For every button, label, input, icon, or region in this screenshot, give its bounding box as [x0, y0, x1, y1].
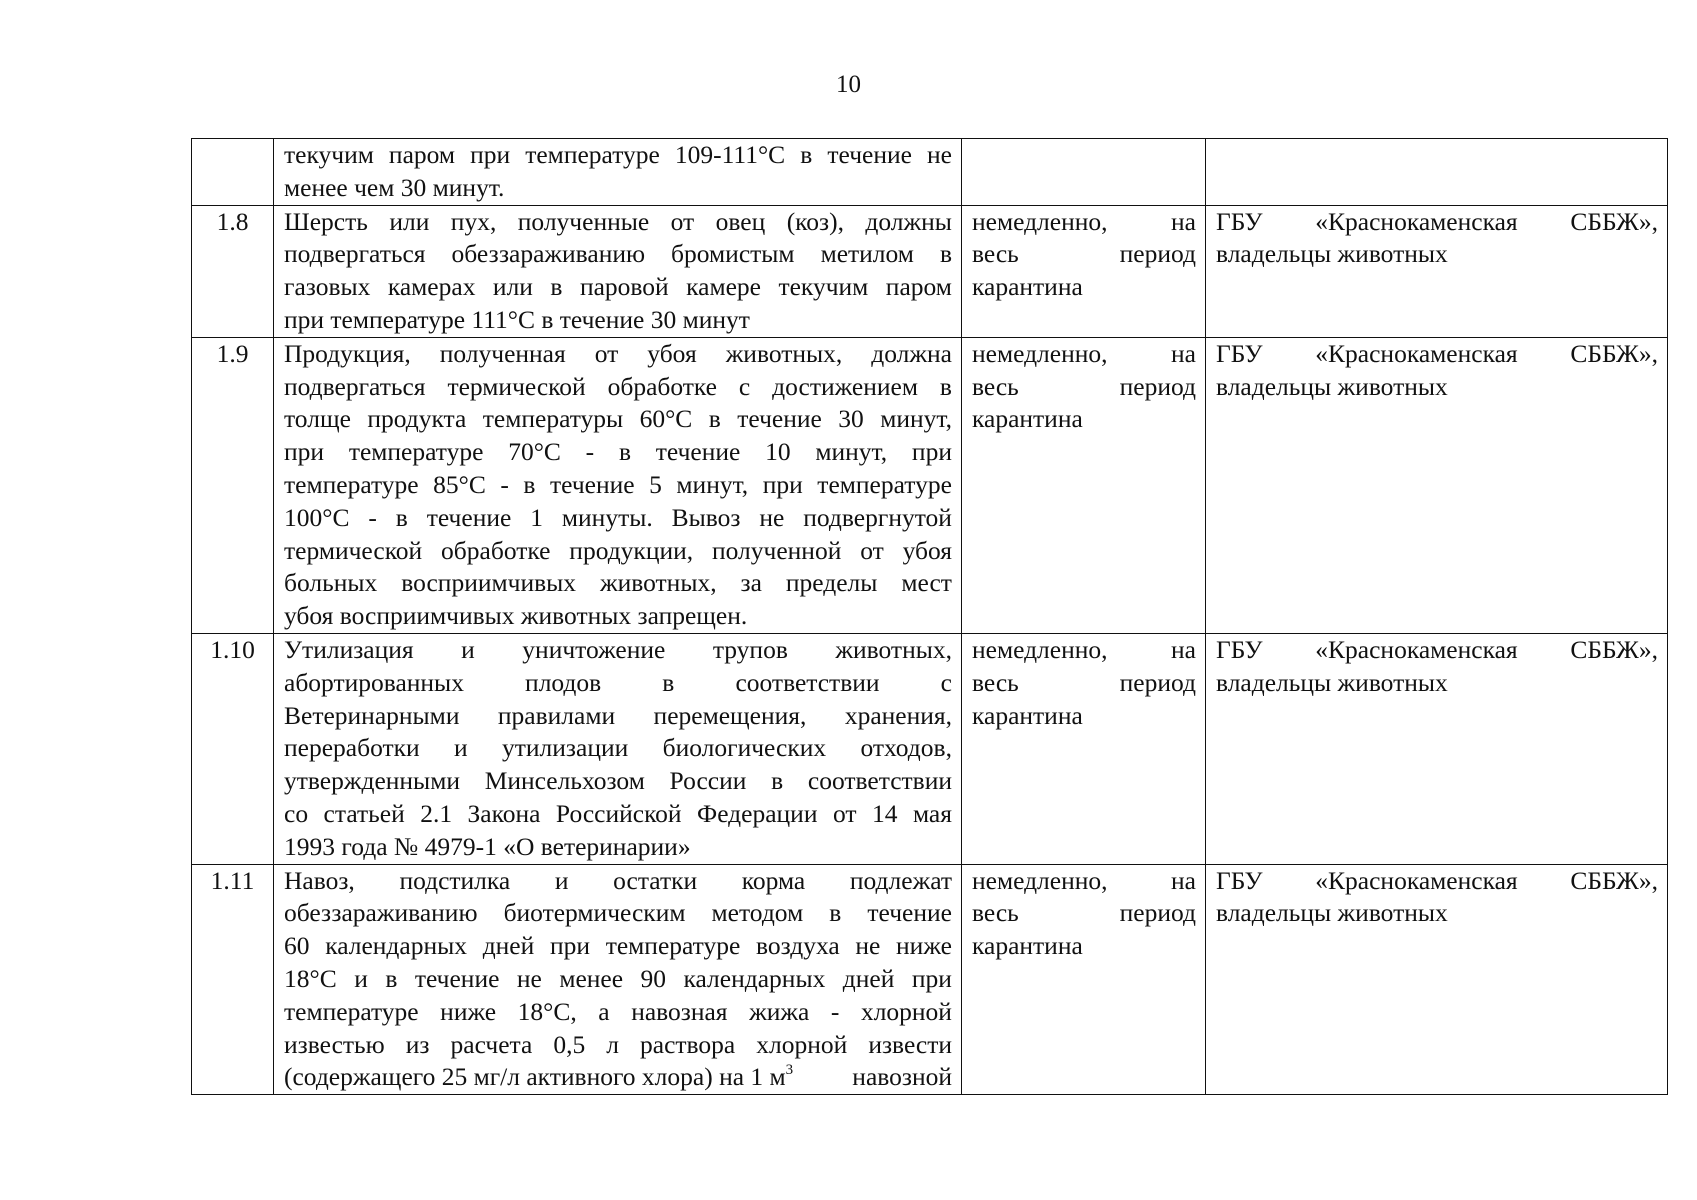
word: навозная — [631, 996, 728, 1026]
word: обеззараживанию — [451, 239, 646, 269]
word: немедленно, — [972, 338, 1108, 368]
word: камерах — [387, 272, 476, 302]
word: - — [830, 996, 840, 1026]
word: температуры — [482, 404, 624, 434]
word: из — [405, 1029, 430, 1059]
item-number: 1.8 — [192, 205, 274, 337]
word: в — [939, 371, 952, 401]
table-row — [192, 337, 1668, 633]
word: достижением — [772, 371, 918, 401]
responsible-party — [1206, 633, 1668, 864]
text-line — [284, 371, 952, 404]
word: с — [940, 667, 952, 697]
word: Шерсть — [284, 206, 368, 236]
word: температуре — [284, 996, 419, 1026]
table-row — [192, 633, 1668, 864]
word: текучим — [284, 140, 374, 169]
word: должны — [865, 206, 952, 236]
measure-description — [274, 139, 962, 206]
text-line — [284, 963, 952, 996]
word: 0,5 — [553, 1029, 586, 1059]
word: жижа — [749, 996, 810, 1026]
word: хранения, — [844, 700, 952, 730]
word: отходов, — [860, 733, 952, 763]
word: абортированных — [284, 667, 464, 697]
text-line — [284, 667, 952, 700]
word: течение — [414, 963, 500, 993]
word: камере — [686, 272, 761, 302]
word: в — [829, 898, 842, 928]
word: «Краснокаменская — [1315, 338, 1518, 368]
word: извести — [868, 1029, 952, 1059]
measure-description — [274, 864, 962, 1095]
word: ГБУ — [1216, 865, 1263, 895]
word: течение — [867, 898, 952, 928]
responsible-party — [1206, 205, 1668, 337]
word: немедленно, — [972, 634, 1108, 664]
word: немедленно, — [972, 206, 1108, 236]
text-line — [284, 1061, 952, 1094]
text-line: карантина — [972, 404, 1083, 434]
word: 2.1 — [420, 798, 453, 828]
word: обработке — [441, 535, 551, 565]
text-line: владельцы животных — [1216, 239, 1448, 269]
word: бромистым — [671, 239, 795, 269]
word: остатки — [613, 865, 698, 895]
item-number: 1.11 — [192, 864, 274, 1095]
table-row — [192, 864, 1668, 1095]
text-line — [284, 139, 952, 172]
word: период — [1119, 898, 1196, 928]
word: метилом — [820, 239, 914, 269]
word: л — [606, 1029, 619, 1059]
word: «Краснокаменская — [1315, 206, 1518, 236]
word: Федерации — [697, 798, 818, 828]
word: СББЖ», — [1570, 634, 1658, 664]
word: не — [516, 963, 542, 993]
word: дней — [482, 931, 535, 961]
word: в — [708, 404, 721, 434]
word: утилизации — [502, 733, 629, 763]
word: биологических — [662, 733, 827, 763]
text-line: менее чем 30 минут. — [284, 172, 505, 202]
word: продукции, — [569, 535, 694, 565]
word: при — [762, 469, 803, 499]
word: не — [855, 931, 881, 961]
text-line: 1993 года № 4979-1 «О ветеринарии» — [284, 831, 691, 861]
word: на — [1171, 634, 1196, 664]
word: СББЖ», — [1570, 338, 1658, 368]
word: при — [284, 437, 325, 467]
execution-term — [962, 205, 1206, 337]
execution-term — [962, 633, 1206, 864]
word: с — [738, 371, 751, 401]
word: хлорной — [756, 1029, 848, 1059]
word: Минсельхозом — [484, 766, 645, 796]
word: температуре — [525, 140, 660, 169]
text-line — [972, 634, 1196, 667]
word: подстилка — [399, 865, 511, 895]
word: при — [911, 437, 952, 467]
word: воздуха — [756, 931, 840, 961]
word: на — [1171, 206, 1196, 236]
text-line — [972, 371, 1196, 404]
word: паровой — [579, 272, 669, 302]
word: температуре — [348, 437, 484, 467]
word: за — [740, 568, 762, 598]
word: в — [771, 766, 784, 796]
word: полученная — [439, 338, 566, 368]
word: температуре — [605, 931, 741, 961]
text-line — [284, 700, 952, 733]
word: Навоз, — [284, 865, 355, 895]
text-line: при температуре 111°С в течение 30 минут — [284, 304, 750, 334]
word: известью — [284, 1029, 385, 1059]
text-line — [284, 865, 952, 898]
word: от — [832, 798, 857, 828]
word: 30 — [838, 404, 864, 434]
word: или — [389, 206, 430, 236]
table-body — [192, 139, 1668, 1095]
word: не — [927, 140, 952, 169]
word: овец — [715, 206, 766, 236]
word: убоя — [902, 535, 952, 565]
text-line — [284, 996, 952, 1029]
unit-superscript: 3 — [785, 1061, 794, 1078]
measure-description — [274, 205, 962, 337]
text-line — [972, 897, 1196, 930]
text-line — [284, 1029, 952, 1062]
word: течение — [655, 437, 741, 467]
word: в — [550, 272, 563, 302]
word: «Краснокаменская — [1315, 865, 1518, 895]
word: обеззараживанию — [284, 898, 478, 928]
word: со — [284, 798, 309, 828]
text-line — [1216, 338, 1658, 371]
word: 90 — [640, 963, 667, 993]
word: 18°С, — [517, 996, 577, 1026]
word: и — [354, 963, 368, 993]
text-line — [972, 238, 1196, 271]
word: убоя — [647, 338, 697, 368]
text-line — [284, 436, 952, 469]
word: подлежат — [849, 865, 952, 895]
text-line — [284, 732, 952, 765]
word: текучим — [778, 272, 869, 302]
word: на — [1171, 865, 1196, 895]
word: пределы — [785, 568, 878, 598]
word: и — [461, 634, 475, 664]
word: от — [670, 206, 695, 236]
text-line — [1216, 634, 1658, 667]
word: течение — [426, 502, 512, 532]
word: биотермическим — [503, 898, 686, 928]
text-line — [284, 765, 952, 798]
word: животных, — [725, 338, 843, 368]
text-line: карантина — [972, 931, 1083, 961]
word: от — [594, 338, 619, 368]
word: больных — [284, 568, 378, 598]
text-line — [284, 403, 952, 436]
word: соответствии — [735, 667, 880, 697]
word: на — [1171, 338, 1196, 368]
responsible-party — [1206, 337, 1668, 633]
text-line: убоя восприимчивых животных запрещен. — [284, 601, 748, 631]
text-line — [1216, 865, 1658, 898]
word: и — [454, 733, 468, 763]
word: 60°С — [639, 404, 693, 434]
word: весь — [972, 239, 1019, 269]
word: минут, — [880, 404, 952, 434]
text-line — [284, 502, 952, 535]
word: России — [669, 766, 747, 796]
word: не — [759, 502, 785, 532]
word: 18°С — [284, 963, 337, 993]
responsible-party — [1206, 139, 1668, 206]
word: 100°С — [284, 502, 350, 532]
word: полученные — [517, 206, 650, 236]
word: термической — [284, 535, 423, 565]
word: трупов — [712, 634, 788, 664]
word: в — [939, 239, 952, 269]
word: мест — [901, 568, 952, 598]
word: Закона — [467, 798, 541, 828]
responsible-party — [1206, 864, 1668, 1095]
text-line — [284, 798, 952, 831]
word: переработки — [284, 733, 420, 763]
word: 10 — [765, 437, 791, 467]
word: ГБУ — [1216, 206, 1263, 236]
word: хлорной — [860, 996, 952, 1026]
word: расчета — [450, 1029, 533, 1059]
word: или — [492, 272, 533, 302]
word: минут, — [815, 437, 888, 467]
word: паром — [388, 140, 456, 169]
word: термической — [447, 371, 586, 401]
word: в — [395, 502, 408, 532]
execution-term — [962, 337, 1206, 633]
text-line — [284, 206, 952, 239]
word: немедленно, — [972, 865, 1108, 895]
text-line: карантина — [972, 272, 1083, 302]
execution-term — [962, 139, 1206, 206]
word: весь — [972, 898, 1019, 928]
word: минут, — [676, 469, 749, 499]
text-line — [284, 238, 952, 271]
word: календарных — [325, 931, 467, 961]
word: течение — [550, 469, 635, 499]
word: период — [1119, 667, 1196, 697]
word: ГБУ — [1216, 634, 1263, 664]
text-line — [284, 271, 952, 304]
word: подвергаться — [284, 371, 426, 401]
text-line — [972, 206, 1196, 239]
word: Ветеринарными — [284, 700, 460, 730]
word: животных, — [835, 634, 952, 664]
text-fragment: навозной — [852, 1062, 952, 1092]
word: раствора — [640, 1029, 736, 1059]
word: толще — [284, 404, 351, 434]
word: 60 — [284, 931, 310, 961]
word: в — [662, 667, 675, 697]
word: газовых — [284, 272, 371, 302]
word: мая — [912, 798, 952, 828]
word: методом — [711, 898, 804, 928]
word: пух, — [450, 206, 497, 236]
word: при — [470, 140, 511, 169]
word: температуре — [817, 469, 952, 499]
word: от — [860, 535, 884, 565]
text-line: карантина — [972, 700, 1083, 730]
word: течение — [737, 404, 822, 434]
item-number: 1.9 — [192, 337, 274, 633]
text-line — [284, 897, 952, 930]
word: в — [385, 963, 398, 993]
word: обработке — [607, 371, 717, 401]
word: 85°С — [433, 469, 486, 499]
word: полученной — [711, 535, 842, 565]
word: минуты. — [561, 502, 653, 532]
word: - — [500, 469, 509, 499]
measure-description — [274, 633, 962, 864]
word: Российской — [555, 798, 682, 828]
text-line — [284, 469, 952, 502]
word: в — [800, 140, 813, 169]
measures-table — [191, 138, 1668, 1095]
word: 1 — [530, 502, 543, 532]
text-fragment: (содержащего 25 мг/л активного хлора) на 1 м — [284, 1062, 786, 1092]
word: 5 — [649, 469, 662, 499]
word: СББЖ», — [1570, 865, 1658, 895]
word: Утилизация — [284, 634, 414, 664]
word: календарных — [683, 963, 826, 993]
word: животных, — [599, 568, 717, 598]
word: статьей — [323, 798, 405, 828]
word: при — [911, 963, 952, 993]
word: уничтожение — [522, 634, 666, 664]
word: течение — [827, 140, 912, 169]
word: период — [1119, 371, 1196, 401]
word: температуре — [284, 469, 419, 499]
page-number: 10 — [836, 71, 861, 98]
text-line — [972, 338, 1196, 371]
word: - — [585, 437, 595, 467]
word: СББЖ», — [1570, 206, 1658, 236]
word: при — [549, 931, 591, 961]
item-number: 1.10 — [192, 633, 274, 864]
word: в — [618, 437, 631, 467]
table-row — [192, 139, 1668, 206]
text-line: владельцы животных — [1216, 898, 1448, 928]
word: продукта — [367, 404, 467, 434]
measure-description — [274, 337, 962, 633]
word: (коз), — [786, 206, 844, 236]
word: дней — [842, 963, 895, 993]
text-line — [284, 930, 952, 963]
word: плодов — [525, 667, 602, 697]
word: паром — [885, 272, 952, 302]
word: весь — [972, 667, 1019, 697]
word: «Краснокаменская — [1315, 634, 1518, 664]
execution-term — [962, 864, 1206, 1095]
word: корма — [741, 865, 806, 895]
word: и — [554, 865, 569, 895]
text-line — [284, 567, 952, 600]
word: подвергаться — [284, 239, 426, 269]
word: в — [523, 469, 536, 499]
word: период — [1119, 239, 1196, 269]
word: подвергнутой — [803, 502, 952, 532]
word: 70°С — [508, 437, 561, 467]
word: Продукция, — [284, 338, 411, 368]
text-line — [284, 338, 952, 371]
table-row — [192, 205, 1668, 337]
text-line — [284, 535, 952, 568]
text-line — [972, 865, 1196, 898]
word: должна — [871, 338, 952, 368]
text-line: владельцы животных — [1216, 667, 1448, 697]
word: восприимчивых — [401, 568, 577, 598]
word: соответствии — [807, 766, 952, 796]
word: - — [368, 502, 377, 532]
text-line: владельцы животных — [1216, 371, 1448, 401]
text-line — [972, 667, 1196, 700]
word: ниже — [440, 996, 497, 1026]
word: весь — [972, 371, 1019, 401]
word: перемещения, — [653, 700, 807, 730]
text-line — [1216, 206, 1658, 239]
word: менее — [559, 963, 624, 993]
word: ГБУ — [1216, 338, 1263, 368]
text-line — [284, 634, 952, 667]
item-number — [192, 139, 274, 206]
word: ниже — [896, 931, 952, 961]
word: Вывоз — [671, 502, 741, 532]
word: а — [598, 996, 610, 1026]
word: 14 — [871, 798, 898, 828]
word: правилами — [497, 700, 616, 730]
word: 109-111°С — [674, 140, 786, 169]
word: утвержденными — [284, 766, 460, 796]
